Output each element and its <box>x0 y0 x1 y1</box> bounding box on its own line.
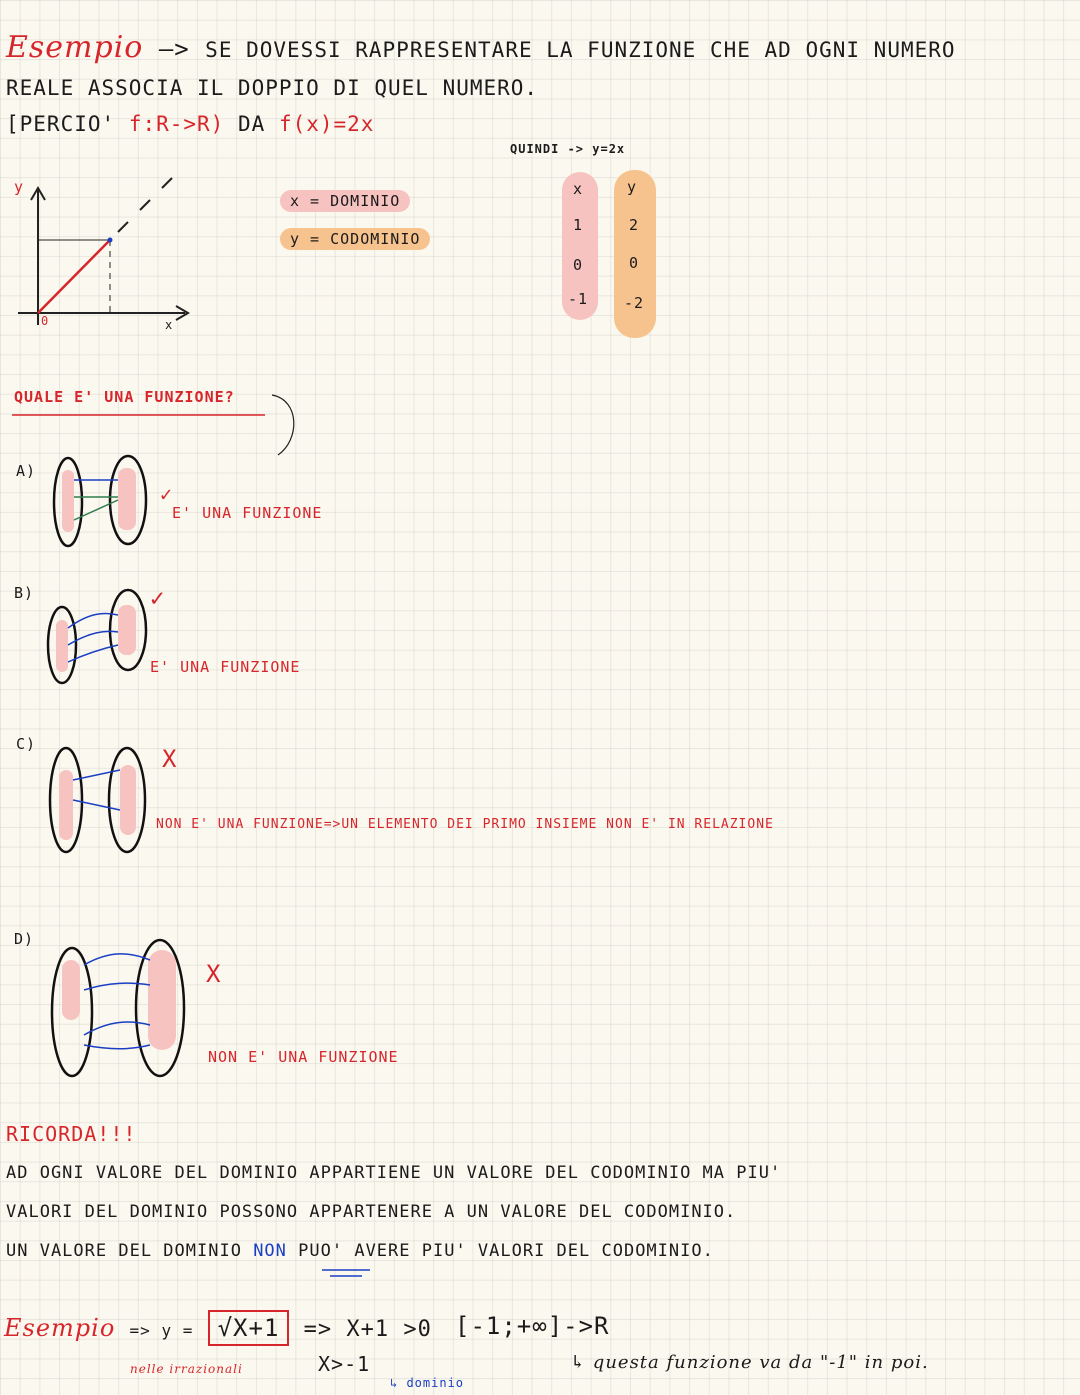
diagram-a <box>54 456 146 546</box>
table-y-cell: -2 <box>624 294 645 312</box>
ricorda-non: NON <box>253 1241 287 1261</box>
example2-note-function-wrap <box>570 1352 929 1373</box>
option-d-verdict: NON E' UNA FUNZIONE <box>208 1048 399 1066</box>
diagram-d <box>52 940 184 1076</box>
graph-origin-label: 0 <box>41 314 50 328</box>
option-d-label: D) <box>14 930 35 948</box>
diagram-d-arrow-1 <box>84 954 150 965</box>
option-b-mark: ✓ <box>150 584 166 612</box>
option-c-mark: X <box>162 745 178 773</box>
table-x-cell: 0 <box>573 256 584 274</box>
table-y-cell: 2 <box>629 216 640 234</box>
graph-line <box>38 240 110 313</box>
diagram-b <box>48 590 146 683</box>
graph-dash-3 <box>162 178 172 188</box>
graph-point <box>108 238 113 243</box>
example2-radical: √X+1 <box>208 1310 290 1346</box>
diagram-c-arrow-2 <box>73 800 120 810</box>
example2-interval: [-1;+∞]->R <box>455 1312 610 1340</box>
table-x-header: x <box>573 180 584 198</box>
option-a-mark: ✓ <box>160 482 174 506</box>
diagram-b-domain-fill <box>56 620 68 672</box>
ricorda-line-3a: UN VALORE DEL DOMINIO <box>6 1241 242 1261</box>
example-label: Esempio <box>6 30 144 65</box>
question-title: QUALE E' UNA FUNZIONE? <box>14 388 235 406</box>
intro-map: f:R->R) <box>128 112 225 136</box>
diagram-b-codomain-fill <box>118 605 136 655</box>
intro-arrow: —> <box>158 35 190 63</box>
diagram-d-arrow-2 <box>84 983 150 990</box>
option-b-label: B) <box>14 584 35 602</box>
example2-y-eq: => y = <box>129 1321 194 1340</box>
diagram-a-codomain-fill <box>118 468 136 530</box>
table-y-header: y <box>627 178 638 196</box>
example2-label: Esempio <box>4 1314 116 1342</box>
graph-dash-2 <box>140 200 150 210</box>
example2-x-ge: X>-1 <box>318 1352 371 1376</box>
table-x-cell: -1 <box>568 290 589 308</box>
option-a-label: A) <box>16 462 37 480</box>
ricorda-line-1: AD OGNI VALORE DEL DOMINIO APPARTIENE UN VALORE DEL CODOMINIO MA PIU' <box>6 1163 782 1183</box>
ricorda-line-3 <box>6 1241 714 1261</box>
option-d-mark: X <box>206 960 222 988</box>
diagram-a-domain-fill <box>62 470 74 532</box>
ricorda-title: RICORDA!!! <box>6 1122 137 1146</box>
question-arrow <box>272 395 294 455</box>
intro-percio: [PERCIO' <box>6 112 116 136</box>
option-c-verdict: NON E' UNA FUNZIONE=>UN ELEMENTO DEI PRIMO INSIEME NON E' IN RELAZIONE <box>156 817 774 832</box>
example2-note-radicals: nelle irrazionali <box>130 1362 243 1376</box>
diagram-c-codomain-fill <box>120 765 136 835</box>
diagram-d-domain-fill <box>62 960 80 1020</box>
intro-line-2: REALE ASSOCIA IL DOPPIO DI QUEL NUMERO. <box>6 76 539 100</box>
ricorda-line-3b: PUO' AVERE PIU' VALORI DEL CODOMINIO. <box>298 1241 714 1261</box>
graph-dash-1 <box>118 222 128 232</box>
option-c-label: C) <box>16 735 37 753</box>
example2-note-function: ↳ questa funzione va da "-1" in poi. <box>570 1352 929 1373</box>
table-quindi: QUINDI -> y=2x <box>510 142 626 156</box>
legend-dominio <box>280 192 410 210</box>
ricorda-line-2: VALORI DEL DOMINIO POSSONO APPARTENERE A UN VALORE DEL CODOMINIO. <box>6 1202 737 1222</box>
option-c-verdict-wrap <box>156 817 774 832</box>
diagram-c-domain-fill <box>59 770 73 840</box>
legend-codominio <box>280 230 430 248</box>
option-a-verdict: E' UNA FUNZIONE <box>172 504 323 522</box>
graph-y-label: y <box>14 178 25 196</box>
intro-line1-text: SE DOVESSI RAPPRESENTARE LA FUNZIONE CHE AD OGNI NUMERO <box>205 38 956 62</box>
option-b-verdict: E' UNA FUNZIONE <box>150 658 301 676</box>
diagram-d-codomain-fill <box>148 950 176 1050</box>
diagram-d-arrow-3 <box>84 1022 150 1035</box>
table-y-cell: 0 <box>629 254 640 272</box>
example2-dominio-note: ↳ dominio <box>390 1376 465 1390</box>
example2-line <box>4 1314 432 1342</box>
legend-dominio-text: x = DOMINIO <box>280 190 410 212</box>
example2-implies: => X+1 >0 <box>303 1317 432 1342</box>
diagram-c <box>50 748 145 852</box>
table-x-cell: 1 <box>573 216 584 234</box>
graph-x-label: x <box>165 318 174 332</box>
intro-formula: f(x)=2x <box>278 112 375 136</box>
legend-codominio-text: y = CODOMINIO <box>280 228 430 250</box>
intro-da: DA <box>237 112 266 136</box>
